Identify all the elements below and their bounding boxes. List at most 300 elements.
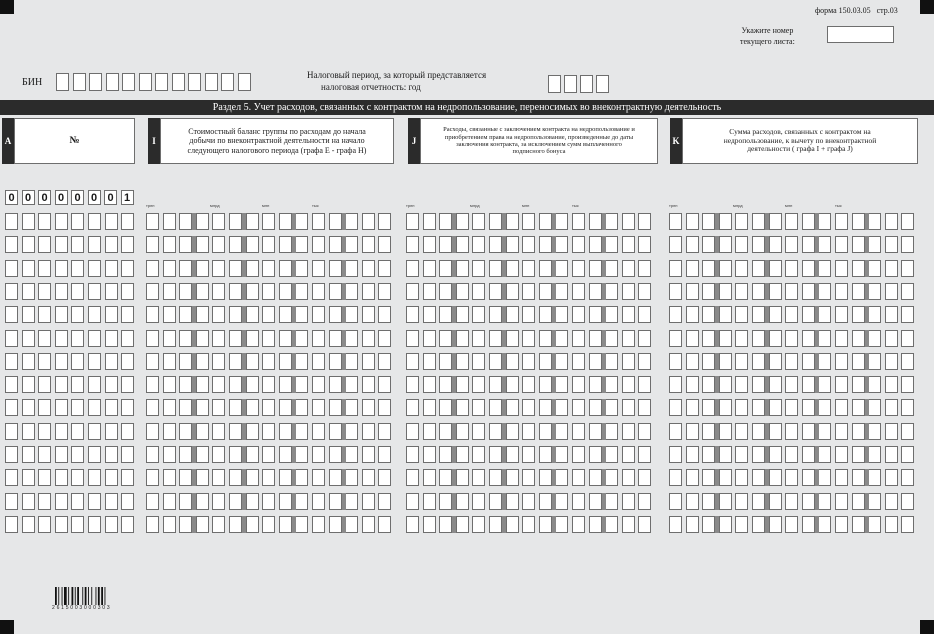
amount-digit-cell[interactable] bbox=[702, 260, 715, 277]
amount-digit-cell[interactable] bbox=[279, 493, 292, 510]
amount-digit-cell[interactable] bbox=[439, 493, 452, 510]
amount-digit-cell[interactable] bbox=[439, 399, 452, 416]
amount-digit-cell[interactable] bbox=[539, 493, 552, 510]
amount-digit-cell[interactable] bbox=[489, 330, 502, 347]
amount-digit-cell[interactable] bbox=[378, 493, 391, 510]
amount-digit-cell[interactable] bbox=[456, 516, 469, 533]
amount-digit-cell[interactable] bbox=[262, 283, 275, 300]
row-number-cell[interactable] bbox=[22, 469, 35, 486]
amount-digit-cell[interactable] bbox=[246, 399, 259, 416]
amount-digit-cell[interactable] bbox=[605, 283, 618, 300]
row-number-cell[interactable] bbox=[121, 516, 134, 533]
amount-digit-cell[interactable] bbox=[589, 283, 602, 300]
amount-digit-cell[interactable] bbox=[229, 353, 242, 370]
row-number-cell[interactable] bbox=[22, 306, 35, 323]
amount-digit-cell[interactable] bbox=[589, 213, 602, 230]
amount-digit-cell[interactable] bbox=[212, 236, 225, 253]
amount-digit-cell[interactable] bbox=[835, 353, 848, 370]
row-number-cell[interactable] bbox=[55, 516, 68, 533]
row-number-cell[interactable] bbox=[38, 493, 51, 510]
amount-digit-cell[interactable] bbox=[802, 213, 815, 230]
row-number-cell[interactable] bbox=[5, 260, 18, 277]
row-number-cell[interactable] bbox=[22, 260, 35, 277]
row-number-cell[interactable] bbox=[55, 306, 68, 323]
bin-digit-cell[interactable] bbox=[205, 73, 218, 91]
amount-digit-cell[interactable] bbox=[769, 260, 782, 277]
row-number-cell[interactable] bbox=[121, 469, 134, 486]
amount-digit-cell[interactable] bbox=[246, 516, 259, 533]
amount-digit-cell[interactable] bbox=[522, 469, 535, 486]
amount-digit-cell[interactable] bbox=[622, 353, 635, 370]
row-number-cell[interactable] bbox=[38, 399, 51, 416]
amount-digit-cell[interactable] bbox=[522, 423, 535, 440]
amount-digit-cell[interactable] bbox=[752, 330, 765, 347]
row-number-cell[interactable] bbox=[121, 330, 134, 347]
amount-digit-cell[interactable] bbox=[212, 446, 225, 463]
amount-digit-cell[interactable] bbox=[752, 516, 765, 533]
amount-digit-cell[interactable] bbox=[329, 493, 342, 510]
bin-digit-cell[interactable] bbox=[155, 73, 168, 91]
amount-digit-cell[interactable] bbox=[622, 446, 635, 463]
amount-digit-cell[interactable] bbox=[901, 213, 914, 230]
amount-digit-cell[interactable] bbox=[196, 423, 209, 440]
amount-digit-cell[interactable] bbox=[312, 423, 325, 440]
amount-digit-cell[interactable] bbox=[885, 213, 898, 230]
row-number-cell[interactable] bbox=[55, 399, 68, 416]
amount-digit-cell[interactable] bbox=[329, 376, 342, 393]
amount-digit-cell[interactable] bbox=[423, 306, 436, 323]
amount-digit-cell[interactable] bbox=[835, 493, 848, 510]
amount-digit-cell[interactable] bbox=[686, 330, 699, 347]
row-number-cell[interactable] bbox=[38, 446, 51, 463]
amount-digit-cell[interactable] bbox=[362, 213, 375, 230]
amount-digit-cell[interactable] bbox=[802, 493, 815, 510]
amount-digit-cell[interactable] bbox=[212, 213, 225, 230]
amount-digit-cell[interactable] bbox=[785, 353, 798, 370]
amount-digit-cell[interactable] bbox=[279, 260, 292, 277]
row-number-cell[interactable] bbox=[121, 376, 134, 393]
amount-digit-cell[interactable] bbox=[489, 516, 502, 533]
amount-digit-cell[interactable] bbox=[852, 260, 865, 277]
row-number-cell[interactable] bbox=[88, 446, 101, 463]
amount-digit-cell[interactable] bbox=[423, 446, 436, 463]
amount-digit-cell[interactable] bbox=[329, 260, 342, 277]
row-number-cell[interactable] bbox=[121, 446, 134, 463]
row-number-cell[interactable] bbox=[105, 376, 118, 393]
amount-digit-cell[interactable] bbox=[719, 423, 732, 440]
amount-digit-cell[interactable] bbox=[818, 306, 831, 323]
amount-digit-cell[interactable] bbox=[489, 446, 502, 463]
year-digit-cell[interactable] bbox=[564, 75, 577, 93]
amount-digit-cell[interactable] bbox=[378, 260, 391, 277]
amount-digit-cell[interactable] bbox=[262, 330, 275, 347]
amount-digit-cell[interactable] bbox=[229, 236, 242, 253]
amount-digit-cell[interactable] bbox=[752, 446, 765, 463]
row-number-cell[interactable] bbox=[5, 423, 18, 440]
amount-digit-cell[interactable] bbox=[345, 353, 358, 370]
amount-digit-cell[interactable] bbox=[262, 399, 275, 416]
amount-digit-cell[interactable] bbox=[212, 423, 225, 440]
row-number-cell[interactable] bbox=[88, 353, 101, 370]
row-number-cell[interactable] bbox=[38, 213, 51, 230]
amount-digit-cell[interactable] bbox=[312, 236, 325, 253]
amount-digit-cell[interactable] bbox=[456, 423, 469, 440]
amount-digit-cell[interactable] bbox=[378, 330, 391, 347]
year-digit-cell[interactable] bbox=[548, 75, 561, 93]
amount-digit-cell[interactable] bbox=[163, 493, 176, 510]
amount-digit-cell[interactable] bbox=[835, 376, 848, 393]
amount-digit-cell[interactable] bbox=[605, 469, 618, 486]
amount-digit-cell[interactable] bbox=[439, 353, 452, 370]
amount-digit-cell[interactable] bbox=[622, 376, 635, 393]
amount-digit-cell[interactable] bbox=[638, 493, 651, 510]
amount-digit-cell[interactable] bbox=[229, 493, 242, 510]
amount-digit-cell[interactable] bbox=[179, 236, 192, 253]
amount-digit-cell[interactable] bbox=[868, 516, 881, 533]
row-number-cell[interactable] bbox=[38, 236, 51, 253]
amount-digit-cell[interactable] bbox=[212, 306, 225, 323]
row-number-cell[interactable] bbox=[121, 399, 134, 416]
amount-digit-cell[interactable] bbox=[163, 376, 176, 393]
amount-digit-cell[interactable] bbox=[522, 376, 535, 393]
amount-digit-cell[interactable] bbox=[589, 493, 602, 510]
amount-digit-cell[interactable] bbox=[489, 399, 502, 416]
amount-digit-cell[interactable] bbox=[785, 516, 798, 533]
amount-digit-cell[interactable] bbox=[196, 399, 209, 416]
amount-digit-cell[interactable] bbox=[769, 469, 782, 486]
amount-digit-cell[interactable] bbox=[345, 516, 358, 533]
amount-digit-cell[interactable] bbox=[735, 446, 748, 463]
amount-digit-cell[interactable] bbox=[312, 330, 325, 347]
amount-digit-cell[interactable] bbox=[669, 469, 682, 486]
amount-digit-cell[interactable] bbox=[589, 353, 602, 370]
amount-digit-cell[interactable] bbox=[818, 516, 831, 533]
amount-digit-cell[interactable] bbox=[179, 330, 192, 347]
row-number-cell[interactable] bbox=[88, 493, 101, 510]
amount-digit-cell[interactable] bbox=[835, 399, 848, 416]
amount-digit-cell[interactable] bbox=[572, 330, 585, 347]
amount-digit-cell[interactable] bbox=[735, 493, 748, 510]
amount-digit-cell[interactable] bbox=[669, 283, 682, 300]
row-number-cell[interactable] bbox=[38, 376, 51, 393]
amount-digit-cell[interactable] bbox=[163, 516, 176, 533]
row-number-cell[interactable] bbox=[105, 353, 118, 370]
amount-digit-cell[interactable] bbox=[279, 423, 292, 440]
row-number-cell[interactable] bbox=[121, 260, 134, 277]
amount-digit-cell[interactable] bbox=[345, 306, 358, 323]
amount-digit-cell[interactable] bbox=[439, 306, 452, 323]
row-number-cell[interactable] bbox=[105, 399, 118, 416]
row-number-cell[interactable] bbox=[55, 213, 68, 230]
amount-digit-cell[interactable] bbox=[852, 469, 865, 486]
amount-digit-cell[interactable] bbox=[262, 493, 275, 510]
amount-digit-cell[interactable] bbox=[179, 260, 192, 277]
amount-digit-cell[interactable] bbox=[489, 469, 502, 486]
row-number-cell[interactable] bbox=[88, 376, 101, 393]
amount-digit-cell[interactable] bbox=[835, 213, 848, 230]
amount-digit-cell[interactable] bbox=[638, 423, 651, 440]
amount-digit-cell[interactable] bbox=[196, 283, 209, 300]
bin-digit-cell[interactable] bbox=[122, 73, 135, 91]
amount-digit-cell[interactable] bbox=[362, 330, 375, 347]
amount-digit-cell[interactable] bbox=[669, 213, 682, 230]
amount-digit-cell[interactable] bbox=[179, 399, 192, 416]
row-number-cell[interactable] bbox=[88, 516, 101, 533]
amount-digit-cell[interactable] bbox=[246, 260, 259, 277]
bin-digit-cell[interactable] bbox=[172, 73, 185, 91]
amount-digit-cell[interactable] bbox=[472, 260, 485, 277]
amount-digit-cell[interactable] bbox=[835, 306, 848, 323]
row-number-cell[interactable] bbox=[5, 330, 18, 347]
amount-digit-cell[interactable] bbox=[179, 213, 192, 230]
amount-digit-cell[interactable] bbox=[163, 330, 176, 347]
amount-digit-cell[interactable] bbox=[735, 376, 748, 393]
amount-digit-cell[interactable] bbox=[622, 493, 635, 510]
amount-digit-cell[interactable] bbox=[345, 423, 358, 440]
amount-digit-cell[interactable] bbox=[262, 260, 275, 277]
amount-digit-cell[interactable] bbox=[868, 376, 881, 393]
amount-digit-cell[interactable] bbox=[669, 306, 682, 323]
amount-digit-cell[interactable] bbox=[901, 353, 914, 370]
amount-digit-cell[interactable] bbox=[669, 446, 682, 463]
amount-digit-cell[interactable] bbox=[605, 516, 618, 533]
amount-digit-cell[interactable] bbox=[868, 283, 881, 300]
amount-digit-cell[interactable] bbox=[506, 236, 519, 253]
amount-digit-cell[interactable] bbox=[868, 306, 881, 323]
amount-digit-cell[interactable] bbox=[146, 399, 159, 416]
amount-digit-cell[interactable] bbox=[295, 213, 308, 230]
year-digit-cell[interactable] bbox=[596, 75, 609, 93]
amount-digit-cell[interactable] bbox=[868, 469, 881, 486]
amount-digit-cell[interactable] bbox=[406, 423, 419, 440]
amount-digit-cell[interactable] bbox=[901, 469, 914, 486]
amount-digit-cell[interactable] bbox=[818, 283, 831, 300]
amount-digit-cell[interactable] bbox=[229, 516, 242, 533]
amount-digit-cell[interactable] bbox=[769, 236, 782, 253]
amount-digit-cell[interactable] bbox=[852, 516, 865, 533]
amount-digit-cell[interactable] bbox=[686, 283, 699, 300]
amount-digit-cell[interactable] bbox=[638, 306, 651, 323]
amount-digit-cell[interactable] bbox=[818, 213, 831, 230]
amount-digit-cell[interactable] bbox=[638, 353, 651, 370]
amount-digit-cell[interactable] bbox=[539, 446, 552, 463]
amount-digit-cell[interactable] bbox=[686, 469, 699, 486]
amount-digit-cell[interactable] bbox=[719, 353, 732, 370]
amount-digit-cell[interactable] bbox=[901, 283, 914, 300]
amount-digit-cell[interactable] bbox=[212, 330, 225, 347]
amount-digit-cell[interactable] bbox=[522, 236, 535, 253]
amount-digit-cell[interactable] bbox=[735, 236, 748, 253]
amount-digit-cell[interactable] bbox=[785, 423, 798, 440]
amount-digit-cell[interactable] bbox=[163, 213, 176, 230]
amount-digit-cell[interactable] bbox=[279, 283, 292, 300]
amount-digit-cell[interactable] bbox=[179, 469, 192, 486]
amount-digit-cell[interactable] bbox=[589, 376, 602, 393]
amount-digit-cell[interactable] bbox=[901, 516, 914, 533]
amount-digit-cell[interactable] bbox=[868, 446, 881, 463]
row-number-cell[interactable] bbox=[71, 446, 84, 463]
amount-digit-cell[interactable] bbox=[362, 399, 375, 416]
amount-digit-cell[interactable] bbox=[785, 446, 798, 463]
amount-digit-cell[interactable] bbox=[506, 353, 519, 370]
amount-digit-cell[interactable] bbox=[638, 399, 651, 416]
amount-digit-cell[interactable] bbox=[555, 399, 568, 416]
amount-digit-cell[interactable] bbox=[163, 446, 176, 463]
row-number-cell[interactable] bbox=[5, 236, 18, 253]
row-number-cell[interactable] bbox=[71, 330, 84, 347]
amount-digit-cell[interactable] bbox=[362, 236, 375, 253]
amount-digit-cell[interactable] bbox=[456, 353, 469, 370]
amount-digit-cell[interactable] bbox=[885, 283, 898, 300]
amount-digit-cell[interactable] bbox=[423, 469, 436, 486]
row-number-cell[interactable] bbox=[71, 353, 84, 370]
amount-digit-cell[interactable] bbox=[818, 376, 831, 393]
amount-digit-cell[interactable] bbox=[472, 330, 485, 347]
amount-digit-cell[interactable] bbox=[362, 306, 375, 323]
amount-digit-cell[interactable] bbox=[752, 306, 765, 323]
row-number-cell[interactable] bbox=[105, 516, 118, 533]
amount-digit-cell[interactable] bbox=[196, 376, 209, 393]
amount-digit-cell[interactable] bbox=[802, 236, 815, 253]
row-number-cell[interactable] bbox=[105, 469, 118, 486]
row-number-cell[interactable] bbox=[22, 446, 35, 463]
amount-digit-cell[interactable] bbox=[406, 213, 419, 230]
amount-digit-cell[interactable] bbox=[885, 376, 898, 393]
amount-digit-cell[interactable] bbox=[719, 330, 732, 347]
amount-digit-cell[interactable] bbox=[555, 516, 568, 533]
amount-digit-cell[interactable] bbox=[456, 236, 469, 253]
amount-digit-cell[interactable] bbox=[246, 493, 259, 510]
amount-digit-cell[interactable] bbox=[439, 260, 452, 277]
amount-digit-cell[interactable] bbox=[456, 469, 469, 486]
row-number-cell[interactable] bbox=[105, 236, 118, 253]
amount-digit-cell[interactable] bbox=[802, 306, 815, 323]
row-number-cell[interactable] bbox=[38, 516, 51, 533]
amount-digit-cell[interactable] bbox=[489, 236, 502, 253]
amount-digit-cell[interactable] bbox=[885, 353, 898, 370]
amount-digit-cell[interactable] bbox=[638, 236, 651, 253]
amount-digit-cell[interactable] bbox=[901, 376, 914, 393]
amount-digit-cell[interactable] bbox=[312, 306, 325, 323]
amount-digit-cell[interactable] bbox=[312, 446, 325, 463]
amount-digit-cell[interactable] bbox=[686, 306, 699, 323]
amount-digit-cell[interactable] bbox=[555, 353, 568, 370]
amount-digit-cell[interactable] bbox=[423, 516, 436, 533]
amount-digit-cell[interactable] bbox=[555, 469, 568, 486]
amount-digit-cell[interactable] bbox=[852, 399, 865, 416]
row-number-cell[interactable] bbox=[55, 283, 68, 300]
amount-digit-cell[interactable] bbox=[179, 423, 192, 440]
row-number-cell[interactable] bbox=[38, 353, 51, 370]
amount-digit-cell[interactable] bbox=[818, 423, 831, 440]
amount-digit-cell[interactable] bbox=[686, 213, 699, 230]
amount-digit-cell[interactable] bbox=[522, 260, 535, 277]
amount-digit-cell[interactable] bbox=[456, 330, 469, 347]
amount-digit-cell[interactable] bbox=[329, 516, 342, 533]
amount-digit-cell[interactable] bbox=[312, 469, 325, 486]
amount-digit-cell[interactable] bbox=[539, 423, 552, 440]
amount-digit-cell[interactable] bbox=[785, 213, 798, 230]
amount-digit-cell[interactable] bbox=[196, 446, 209, 463]
amount-digit-cell[interactable] bbox=[406, 283, 419, 300]
row-number-cell[interactable] bbox=[55, 493, 68, 510]
amount-digit-cell[interactable] bbox=[802, 283, 815, 300]
amount-digit-cell[interactable] bbox=[818, 236, 831, 253]
bin-digit-cell[interactable] bbox=[56, 73, 69, 91]
amount-digit-cell[interactable] bbox=[506, 330, 519, 347]
amount-digit-cell[interactable] bbox=[506, 399, 519, 416]
amount-digit-cell[interactable] bbox=[378, 423, 391, 440]
amount-digit-cell[interactable] bbox=[769, 306, 782, 323]
amount-digit-cell[interactable] bbox=[539, 516, 552, 533]
amount-digit-cell[interactable] bbox=[146, 283, 159, 300]
amount-digit-cell[interactable] bbox=[735, 306, 748, 323]
amount-digit-cell[interactable] bbox=[163, 260, 176, 277]
amount-digit-cell[interactable] bbox=[489, 283, 502, 300]
amount-digit-cell[interactable] bbox=[852, 236, 865, 253]
amount-digit-cell[interactable] bbox=[901, 423, 914, 440]
amount-digit-cell[interactable] bbox=[196, 353, 209, 370]
amount-digit-cell[interactable] bbox=[539, 236, 552, 253]
amount-digit-cell[interactable] bbox=[539, 399, 552, 416]
amount-digit-cell[interactable] bbox=[279, 446, 292, 463]
amount-digit-cell[interactable] bbox=[196, 469, 209, 486]
amount-digit-cell[interactable] bbox=[752, 353, 765, 370]
amount-digit-cell[interactable] bbox=[378, 469, 391, 486]
amount-digit-cell[interactable] bbox=[686, 376, 699, 393]
amount-digit-cell[interactable] bbox=[769, 446, 782, 463]
amount-digit-cell[interactable] bbox=[423, 260, 436, 277]
row-number-cell[interactable] bbox=[22, 516, 35, 533]
amount-digit-cell[interactable] bbox=[572, 236, 585, 253]
amount-digit-cell[interactable] bbox=[555, 283, 568, 300]
amount-digit-cell[interactable] bbox=[362, 376, 375, 393]
amount-digit-cell[interactable] bbox=[868, 213, 881, 230]
amount-digit-cell[interactable] bbox=[605, 236, 618, 253]
amount-digit-cell[interactable] bbox=[163, 306, 176, 323]
amount-digit-cell[interactable] bbox=[439, 516, 452, 533]
amount-digit-cell[interactable] bbox=[406, 469, 419, 486]
row-number-cell[interactable] bbox=[105, 213, 118, 230]
amount-digit-cell[interactable] bbox=[378, 376, 391, 393]
amount-digit-cell[interactable] bbox=[638, 516, 651, 533]
amount-digit-cell[interactable] bbox=[719, 399, 732, 416]
amount-digit-cell[interactable] bbox=[769, 213, 782, 230]
amount-digit-cell[interactable] bbox=[769, 283, 782, 300]
amount-digit-cell[interactable] bbox=[506, 213, 519, 230]
amount-digit-cell[interactable] bbox=[785, 236, 798, 253]
amount-digit-cell[interactable] bbox=[785, 399, 798, 416]
amount-digit-cell[interactable] bbox=[212, 493, 225, 510]
amount-digit-cell[interactable] bbox=[406, 399, 419, 416]
amount-digit-cell[interactable] bbox=[752, 236, 765, 253]
amount-digit-cell[interactable] bbox=[818, 493, 831, 510]
amount-digit-cell[interactable] bbox=[868, 260, 881, 277]
row-number-cell[interactable] bbox=[121, 283, 134, 300]
amount-digit-cell[interactable] bbox=[472, 516, 485, 533]
amount-digit-cell[interactable] bbox=[489, 376, 502, 393]
row-number-cell[interactable] bbox=[71, 260, 84, 277]
row-number-cell[interactable] bbox=[38, 260, 51, 277]
amount-digit-cell[interactable] bbox=[279, 399, 292, 416]
amount-digit-cell[interactable] bbox=[539, 213, 552, 230]
row-number-cell[interactable] bbox=[121, 236, 134, 253]
amount-digit-cell[interactable] bbox=[378, 399, 391, 416]
amount-digit-cell[interactable] bbox=[262, 353, 275, 370]
amount-digit-cell[interactable] bbox=[835, 469, 848, 486]
amount-digit-cell[interactable] bbox=[686, 446, 699, 463]
amount-digit-cell[interactable] bbox=[196, 330, 209, 347]
